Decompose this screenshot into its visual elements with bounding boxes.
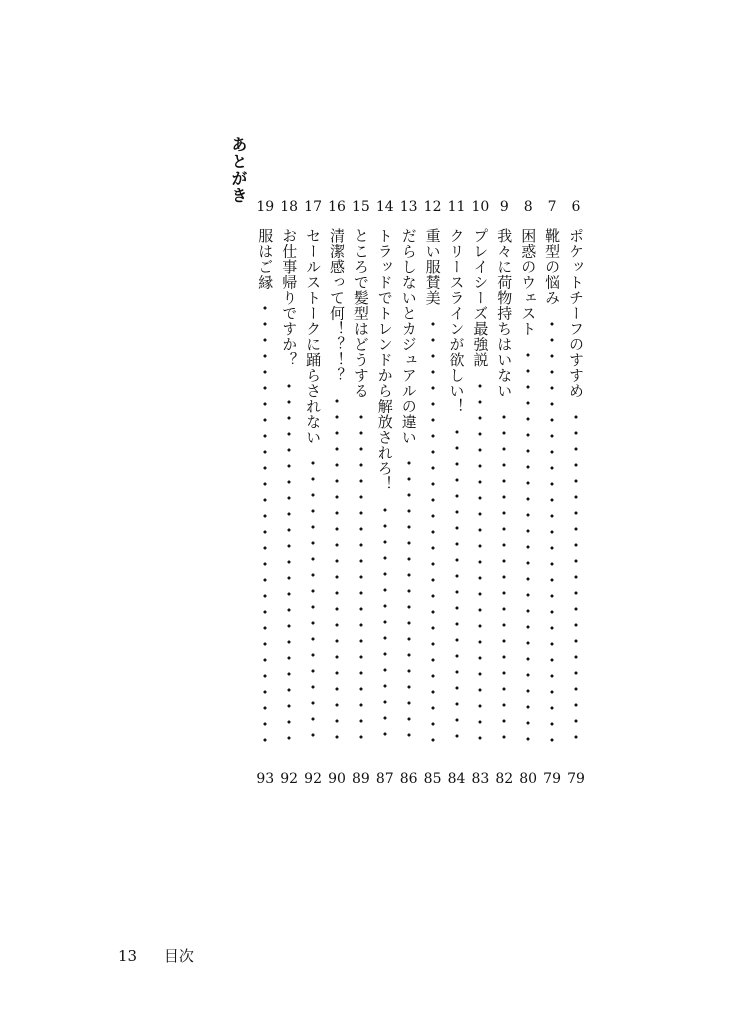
toc-entry — [447, 198, 467, 788]
toc-title: 清潔感って何！？！？ — [328, 228, 346, 383]
toc-chapter-number: 16 — [328, 199, 346, 215]
toc-page-number: 92 — [280, 771, 299, 787]
toc-leader-dots — [383, 502, 387, 744]
toc-page-number: 86 — [399, 771, 418, 787]
toc-entry — [542, 198, 562, 788]
toc-leader-dots — [359, 409, 363, 744]
toc-chapter-number: 15 — [351, 199, 370, 215]
toc-chapter-number: 18 — [280, 199, 299, 215]
toc-chapter-number: 19 — [256, 199, 275, 215]
toc-entry — [566, 198, 586, 788]
toc-page-number: 82 — [495, 771, 514, 787]
toc-entry — [303, 198, 323, 788]
toc-title: プレイシーズ最強説 — [471, 228, 490, 368]
toc-page-number: 79 — [543, 771, 561, 787]
toc-title: 服はご縁 — [256, 228, 275, 290]
toc-entry — [255, 198, 275, 788]
toc-chapter-number: 11 — [447, 199, 466, 215]
toc-leader-dots — [263, 300, 267, 744]
toc-title: 困惑のウェスト — [519, 228, 538, 337]
toc-entry — [375, 198, 395, 788]
toc-leader-dots — [526, 347, 530, 744]
toc-page-number: 87 — [375, 771, 394, 787]
toc-title: クリースラインが欲しい！ — [447, 228, 466, 414]
toc-title: 重い服賛美 — [423, 228, 442, 306]
toc-entry — [327, 198, 347, 788]
toc-page-number: 90 — [328, 771, 346, 787]
toc-page-number: 80 — [519, 771, 538, 787]
toc-leader-dots — [431, 316, 435, 744]
toc-leader-dots — [407, 455, 411, 744]
toc-leader-dots — [574, 409, 578, 744]
toc-page-number: 93 — [256, 771, 275, 787]
toc-page-number: 85 — [423, 771, 442, 787]
toc-leader-dots — [550, 316, 554, 744]
toc-chapter-number: 12 — [423, 199, 442, 215]
footer-page-number: 13 — [118, 947, 138, 965]
toc-page-number: 89 — [351, 771, 370, 787]
page-footer — [118, 946, 194, 966]
toc-chapter-number: 7 — [547, 199, 557, 215]
toc-entry — [279, 198, 299, 788]
toc-page-number: 83 — [471, 771, 490, 787]
toc-title: 我々に荷物持ちはいない — [495, 228, 514, 399]
toc-title: だらしないとカジュアルの違い — [399, 228, 418, 445]
toc-chapter-number: 9 — [499, 199, 509, 215]
toc-entry — [470, 198, 490, 788]
toc-title: セールストークに踊らされない — [304, 228, 323, 445]
toc-page-number: 79 — [567, 771, 585, 787]
toc-title: ポケットチーフのすすめ — [567, 228, 585, 399]
toc-entry — [351, 198, 371, 788]
toc-title: 靴型の悩み — [543, 228, 562, 306]
toc-entry — [518, 198, 538, 788]
toc-leader-dots — [287, 378, 291, 744]
toc-title: ところで髪型はどうする — [351, 228, 370, 399]
toc-leader-dots — [455, 424, 459, 744]
toc-leader-dots — [335, 393, 339, 744]
toc-chapter-number: 14 — [375, 199, 394, 215]
toc-chapter-number: 17 — [304, 199, 322, 215]
footer-label: 目次 — [163, 947, 194, 965]
toc-entry — [399, 198, 419, 788]
toc-leader-dots — [311, 455, 315, 744]
toc-leader-dots — [478, 378, 482, 744]
toc-leader-dots — [502, 409, 506, 744]
toc-title: トラッドでトレンドから解放されろ！ — [375, 228, 394, 492]
toc-chapter-number: 6 — [571, 199, 581, 215]
toc-chapter-number: 8 — [523, 199, 533, 215]
toc-entry — [494, 198, 514, 788]
toc-chapter-number: 10 — [471, 199, 490, 215]
section-title-atogaki: あとがき — [229, 136, 248, 204]
toc-page-number: 92 — [304, 771, 322, 787]
toc-entry — [423, 198, 443, 788]
toc-chapter-number: 13 — [399, 199, 418, 215]
toc-title: お仕事帰りですか？ — [280, 228, 299, 368]
toc-page-number: 84 — [447, 771, 466, 787]
